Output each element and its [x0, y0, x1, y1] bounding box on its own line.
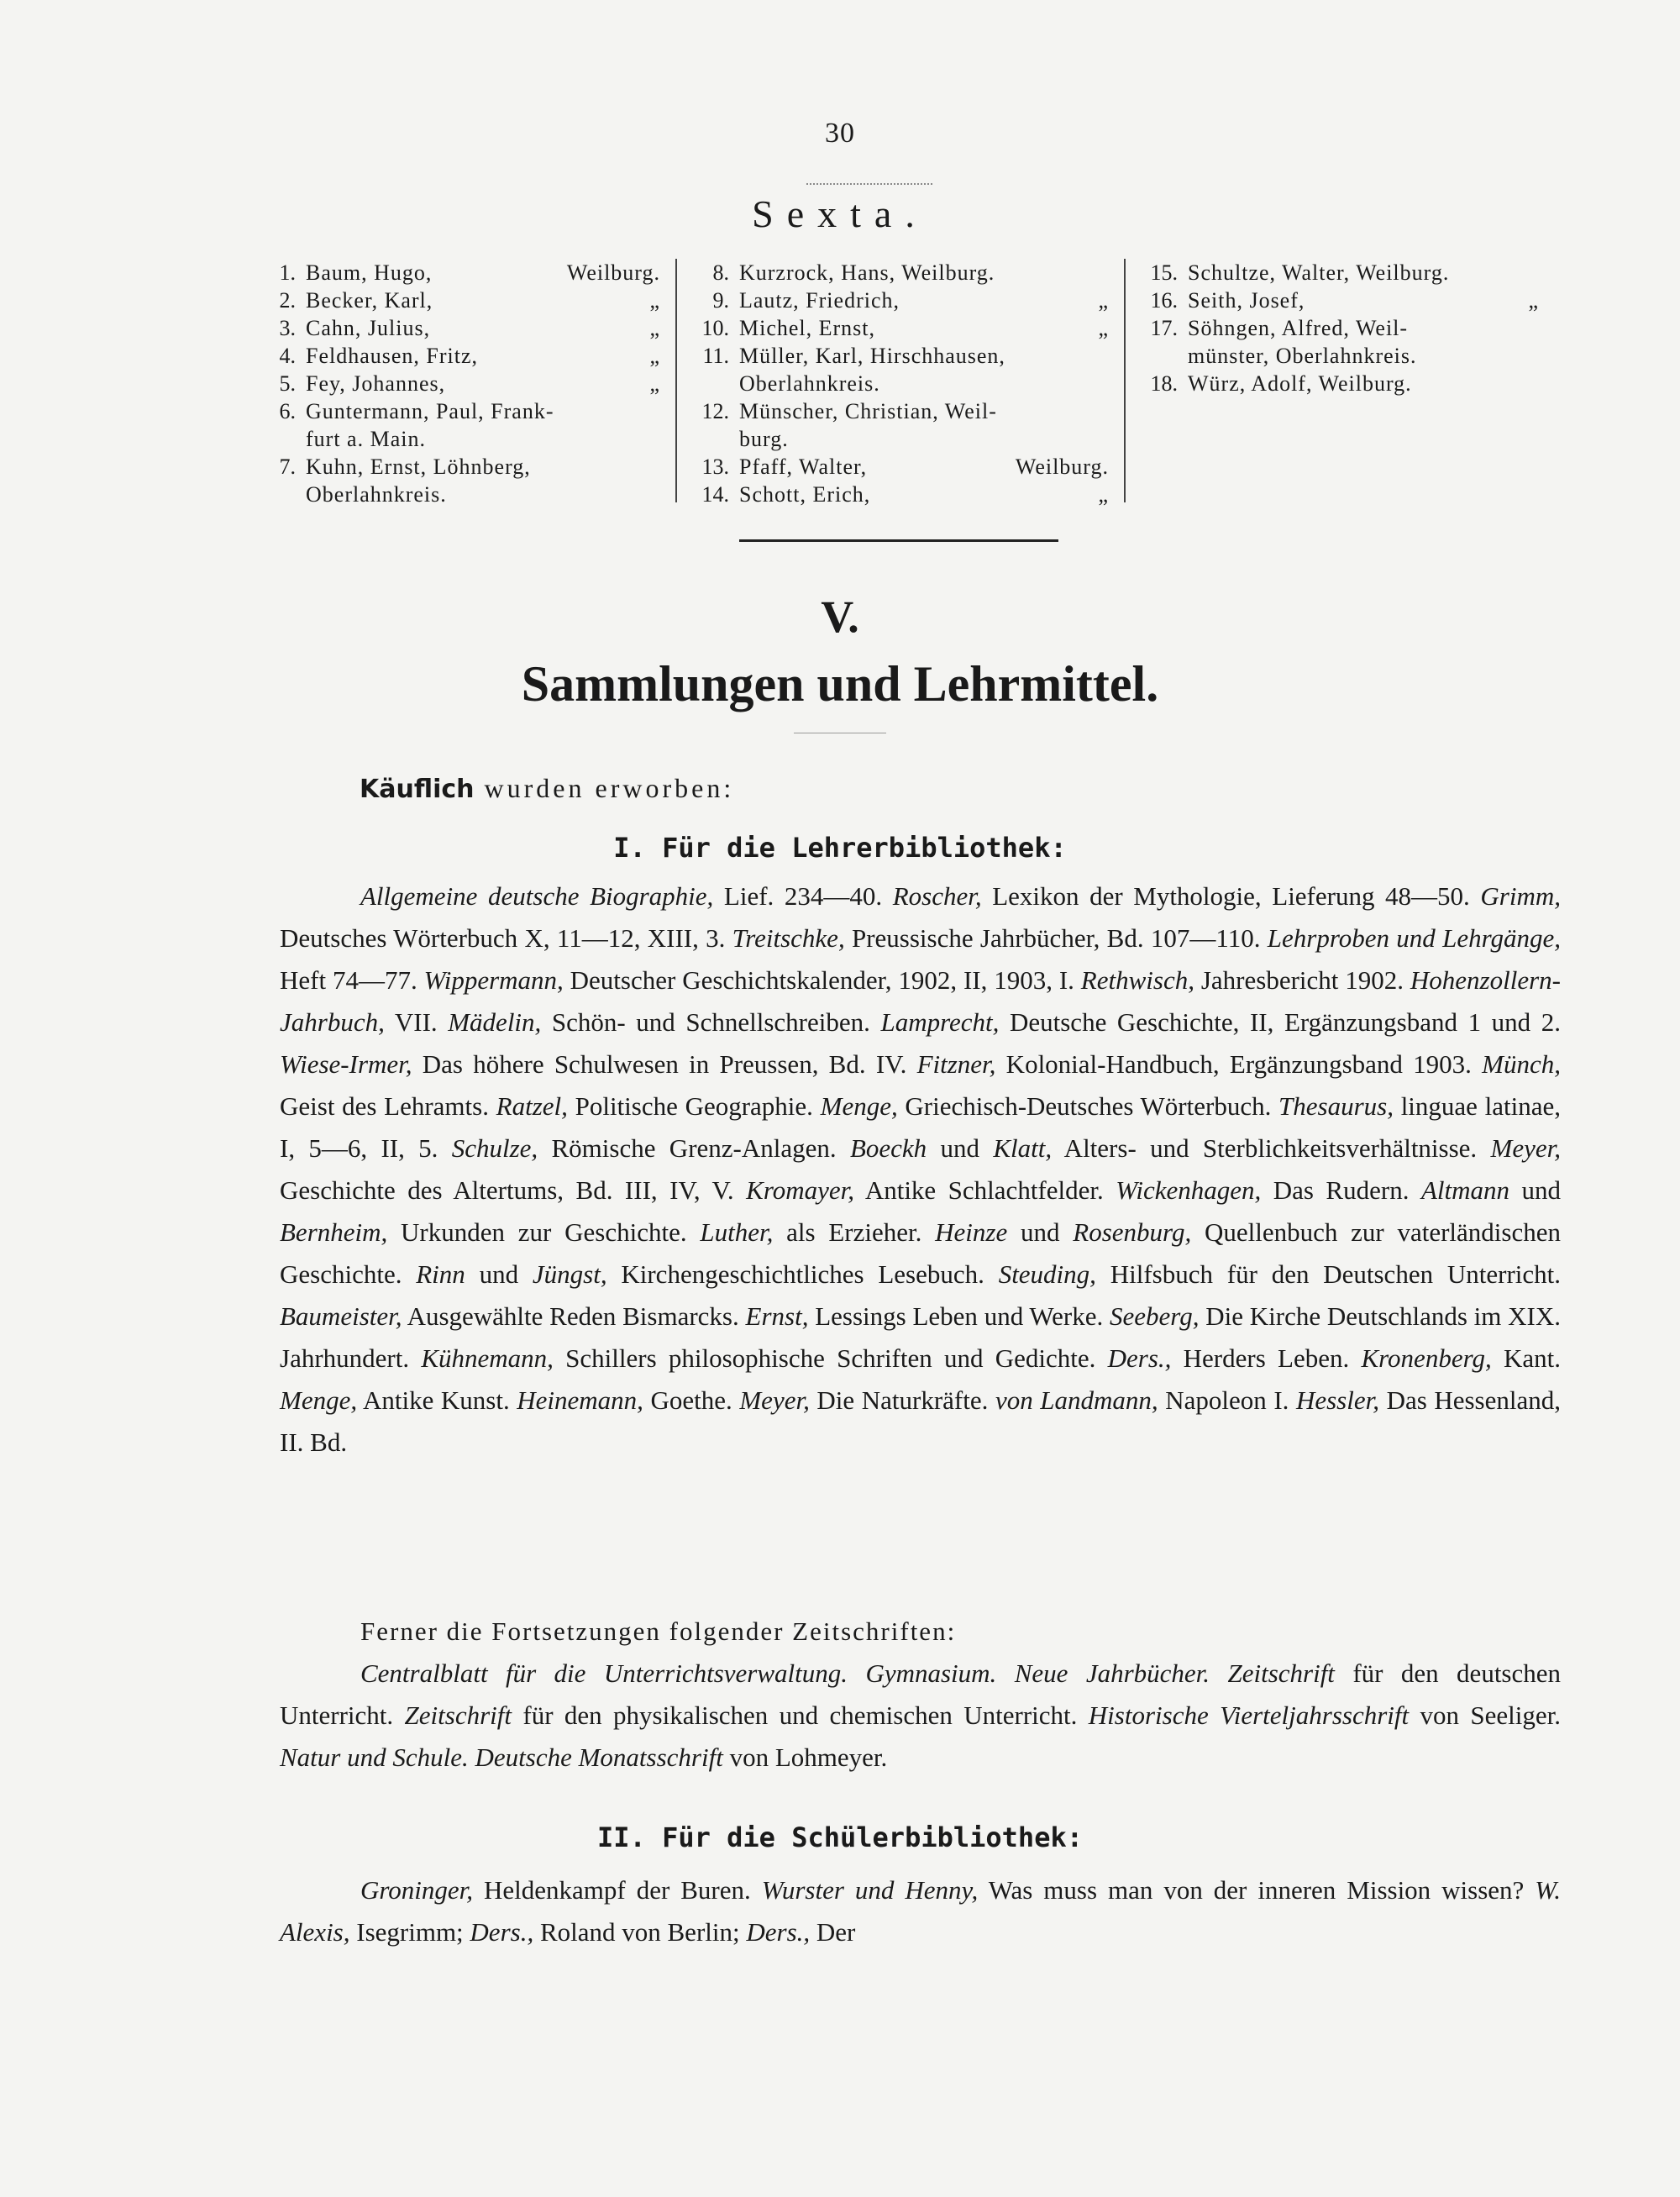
italic-reference: Rethwisch, [1080, 965, 1194, 995]
italic-reference: Meyer, [1490, 1133, 1561, 1163]
roster-column-1 [244, 259, 677, 507]
italic-reference: Ders., [746, 1917, 811, 1947]
roster-entry [259, 314, 660, 342]
roster-entry-number: 1. [279, 260, 296, 285]
italic-reference: Deutsche Monatsschrift [475, 1742, 723, 1772]
italic-reference: Treitschke, [732, 923, 845, 953]
italic-reference: Münch, [1482, 1049, 1561, 1079]
decorative-dots [806, 183, 932, 185]
roster-entry-name: Pfaff, Walter, Weilburg. [739, 455, 1109, 479]
roster-entry-number: 17. [1150, 316, 1178, 340]
roster-entry [692, 425, 1109, 453]
italic-reference: Rinn [416, 1259, 465, 1289]
roster-entry-name: Seith, Josef, „ [1188, 288, 1539, 313]
roster-entry-name: münster, Oberlahnkreis. [1188, 344, 1417, 368]
roster-entry-place: Weilburg. [1015, 455, 1109, 479]
italic-reference: Klatt, [993, 1133, 1053, 1163]
page-number: 30 [825, 118, 855, 149]
roster-entry-number: 11. [702, 344, 729, 368]
roster-entry-number: 7. [279, 455, 296, 479]
roster-entry-number: 16. [1150, 288, 1178, 313]
roster-entry [1141, 259, 1539, 286]
italic-reference: Menge, [280, 1385, 358, 1415]
italic-reference: Ratzel, [496, 1091, 568, 1121]
italic-reference: W. Alexis, [280, 1875, 1562, 1947]
italic-reference: Ders., [1107, 1343, 1172, 1373]
italic-reference: Kromayer, [746, 1175, 855, 1205]
roster-entry-number [259, 425, 306, 453]
italic-reference: Ders., [470, 1917, 534, 1947]
roster-entry-place: „ [1098, 316, 1109, 340]
roster-entry-name: Feldhausen, Fritz, „ [306, 344, 660, 368]
italic-reference: Seeberg, [1110, 1301, 1200, 1331]
italic-reference: Steuding, [998, 1259, 1096, 1289]
italic-reference: Bernheim, [280, 1217, 388, 1247]
roster-entry-name: Cahn, Julius, „ [306, 316, 660, 340]
roster-entry-number: 3. [279, 316, 296, 340]
roster-entry-place: „ [1098, 482, 1109, 507]
roster-entry-number [692, 425, 739, 453]
roster-entry-number: 12. [701, 399, 729, 423]
roster-entry-name: Söhngen, Alfred, Weil- [1188, 316, 1409, 340]
roster-entry-place: „ [1098, 288, 1109, 313]
roster-entry-number [259, 481, 306, 508]
roster-entry-number: 14. [701, 482, 729, 507]
italic-reference: Lehrproben und Lehrgänge, [1267, 923, 1562, 953]
roster-entry-name: Kuhn, Ernst, Löhnberg, [306, 455, 531, 479]
roster-entry [1141, 370, 1539, 397]
roster-entry-place: Weilburg. [566, 260, 660, 285]
roster-entry-number: 8. [712, 260, 729, 285]
roster-entry-name: Oberlahnkreis. [739, 371, 880, 396]
italic-reference: Hessler, [1295, 1385, 1379, 1415]
roster-entry [259, 370, 660, 397]
italic-reference: Groninger, [360, 1875, 474, 1905]
students-library-paragraph: Groninger, Heldenkampf der Buren. Wurster und Henny, Was muss man von der inneren Mission wissen? W. Alexis, Isegrimm; Ders., Roland von Berlin; Ders., Der [280, 1875, 1562, 1947]
italic-reference: von Landmann, [995, 1385, 1158, 1415]
roster-entry-name: burg. [739, 427, 789, 451]
italic-reference: Luther, [700, 1217, 774, 1247]
italic-reference: Gymnasium. [865, 1658, 997, 1688]
italic-reference: Kühnemann, [421, 1343, 554, 1373]
italic-reference: Menge, [820, 1091, 898, 1121]
roster-entry-number: 2. [279, 288, 296, 313]
roster-entry-name: Michel, Ernst, „ [739, 316, 1109, 340]
roster-entry-name: Baum, Hugo, Weilburg. [306, 260, 660, 285]
intro-line [360, 773, 734, 804]
italic-reference: Natur und Schule. [280, 1742, 469, 1772]
roster-entry-place: „ [649, 288, 660, 313]
roster-entry-number: 15. [1150, 260, 1178, 285]
section-divider [739, 539, 1058, 542]
italic-reference: Jüngst, [532, 1259, 607, 1289]
roster-entry-number: 4. [279, 344, 296, 368]
teachers-library-paragraph: Allgemeine deutsche Biographie, Lief. 234—40. Roscher, Lexikon der Mythologie, Lieferung 48—50. Grimm, Deutsches Wörterbuch X, 11—12, XIII, 3. Treitschke, Preussische Jahrbücher, Bd. 107—110. Lehrproben und Lehrgänge, Heft 74—77. Wippermann, Deutscher Geschichtskalender, 1902, II, 1903, I. Rethwisch, Jahresbericht 1902. Hohenzollern-Jahrbuch, VII. Mädelin, Schön- und Schnellschreiben. Lamprecht, Deutsche Geschichte, II, Ergänzungsband 1 und 2. Wiese-Irmer, Das höhere Schulwesen in Preussen, Bd. IV. Fitzner, Kolonial-Handbuch, Ergänzungsband 1903. Münch, Geist des Lehramts. Ratzel, Politische Geographie. Menge, Griechisch-Deutsches Wörterbuch. Thesaurus, linguae latinae, I, 5—6, II, 5. Schulze, Römische Grenz-Anlagen. Boeckh und Klatt, Alters- und Sterblichkeitsverhältnisse. Meyer, Geschichte des Altertums, Bd. III, IV, V. Kromayer, Antike Schlachtfelder. Wickenhagen, Das Rudern. Altmann und Bernheim, Urkunden zur Geschichte. Luther, als Erzieher. Heinze und Rosenburg, Quellenbuch zur vaterländischen Geschichte. Rinn und Jüngst, Kirchengeschichtliches Lesebuch. Steuding, Hilfsbuch für den Deutschen Unterricht. Baumeister, Ausgewählte Reden Bismarcks. Ernst, Lessings Leben und Werke. Seeberg, Die Kirche Deutschlands im XIX. Jahrhundert. Kühnemann, Schillers philosophische Schriften und Gedichte. Ders., Herders Leben. Kronenberg, Kant. Menge, Antike Kunst. Heinemann, Goethe. Meyer, Die Naturkräfte. von Landmann, Napoleon I. Hessler, Das Hessenland, II. Bd. [280, 881, 1562, 1457]
roster-entry [259, 453, 660, 481]
roster-entry-place: „ [649, 316, 660, 340]
roster-entry-name: Schott, Erich, „ [739, 482, 1109, 507]
roster-entry-number: 9. [712, 288, 729, 313]
italic-reference: Heinze [935, 1217, 1008, 1247]
roster-entry-number: 5. [279, 371, 296, 396]
roster-entry [692, 314, 1109, 342]
italic-reference: Altmann [1420, 1175, 1509, 1205]
roster-entry-place: „ [649, 371, 660, 396]
roster-entry [692, 286, 1109, 314]
italic-reference: Meyer, [739, 1385, 810, 1415]
roster-entry-name: Schultze, Walter, Weilburg. [1188, 260, 1450, 285]
roster-entry [259, 397, 660, 425]
roster-entry-name: Münscher, Christian, Weil- [739, 399, 997, 423]
italic-reference: Neue Jahrbücher. [1014, 1658, 1210, 1688]
roster-entry-number [1141, 342, 1188, 370]
roster-entry-place: „ [1528, 288, 1539, 313]
roster-entry-name: Lautz, Friedrich, „ [739, 288, 1109, 313]
italic-reference: Wickenhagen, [1116, 1175, 1262, 1205]
roster-entry-number [692, 370, 739, 397]
class-heading: Sexta. [752, 192, 928, 235]
italic-reference: Grimm, [1480, 881, 1561, 911]
student-roster [244, 259, 1554, 507]
roster-entry [692, 342, 1109, 370]
italic-reference: Fitzner, [916, 1049, 996, 1079]
periodicals-paragraph: Centralblatt für die Unterrichtsverwaltung. Gymnasium. Neue Jahrbücher. Zeitschrift für den deutschen Unterricht. Zeitschrift für den physikalischen und chemischen Unterricht. Historische Vierteljahrsschrift von Seeliger. Natur und Schule. Deutsche Monatsschrift von Lohmeyer. [280, 1658, 1562, 1772]
roster-entry-name: furt a. Main. [306, 427, 426, 451]
italic-reference: Baumeister, [280, 1301, 402, 1331]
italic-reference: Allgemeine deutsche Biographie, [360, 881, 714, 911]
roster-entry [692, 453, 1109, 481]
italic-reference: Roscher, [892, 881, 982, 911]
roster-entry-name: Kurzrock, Hans, Weilburg. [739, 260, 995, 285]
roster-entry-name: Würz, Adolf, Weilburg. [1188, 371, 1412, 396]
italic-reference: Lamprecht, [880, 1007, 1000, 1037]
roster-column-3 [1126, 259, 1554, 502]
italic-reference: Rosenburg, [1073, 1217, 1192, 1247]
roster-entry-name: Müller, Karl, Hirschhausen, [739, 344, 1005, 368]
roster-entry [692, 370, 1109, 397]
roster-entry-name: Oberlahnkreis. [306, 482, 447, 507]
chapter-title: Sammlungen und Lehrmittel. [521, 656, 1159, 712]
italic-reference: Historische Vierteljahrsschrift [1088, 1700, 1410, 1730]
italic-reference: Zeitschrift [1227, 1658, 1335, 1688]
roster-entry-name: Guntermann, Paul, Frank- [306, 399, 554, 423]
roster-entry-place: „ [649, 344, 660, 368]
roster-entry [1141, 342, 1539, 370]
roster-entry-number: 6. [279, 399, 296, 423]
roster-entry [259, 286, 660, 314]
italic-reference: Thesaurus, [1278, 1091, 1394, 1121]
roster-entry [259, 342, 660, 370]
italic-reference: Hohenzollern-Jahrbuch, [280, 965, 1561, 1037]
roster-column-2 [677, 259, 1126, 507]
roster-entry [692, 259, 1109, 286]
roster-entry [259, 259, 660, 286]
section-heading-students-library: II. Für die Schülerbibliothek: [597, 1821, 1083, 1853]
roster-entry-number: 18. [1150, 371, 1178, 396]
italic-reference: Centralblatt für die Unterrichtsverwaltung. [360, 1658, 848, 1688]
italic-reference: Wippermann, [423, 965, 564, 995]
italic-reference: Wiese-Irmer, [280, 1049, 412, 1079]
roster-entry-name: Becker, Karl, „ [306, 288, 660, 313]
italic-reference: Schulze, [451, 1133, 538, 1163]
roster-entry [1141, 314, 1539, 342]
italic-reference: Boeckh [849, 1133, 927, 1163]
roster-entry [259, 425, 660, 453]
intro-bold: Käuflich [360, 775, 475, 804]
roster-entry-number: 13. [701, 455, 729, 479]
roster-entry [692, 481, 1109, 508]
italic-reference: Ernst, [745, 1301, 809, 1331]
italic-reference: Mädelin, [448, 1007, 542, 1037]
italic-reference: Kronenberg, [1361, 1343, 1492, 1373]
chapter-number: V. [821, 591, 859, 642]
roster-entry-name: Fey, Johannes, „ [306, 371, 660, 396]
italic-reference: Zeitschrift [404, 1700, 512, 1730]
roster-entry [259, 481, 660, 508]
roster-entry-number: 10. [701, 316, 729, 340]
intro-rest: wurden erworben: [474, 773, 735, 803]
roster-entry [1141, 286, 1539, 314]
periodicals-intro: Ferner die Fortsetzungen folgender Zeitschriften: [360, 1616, 957, 1646]
roster-entry [692, 397, 1109, 425]
section-heading-teachers-library: I. Für die Lehrerbibliothek: [613, 832, 1067, 864]
italic-reference: Heinemann, [517, 1385, 643, 1415]
italic-reference: Wurster und Henny, [761, 1875, 979, 1905]
